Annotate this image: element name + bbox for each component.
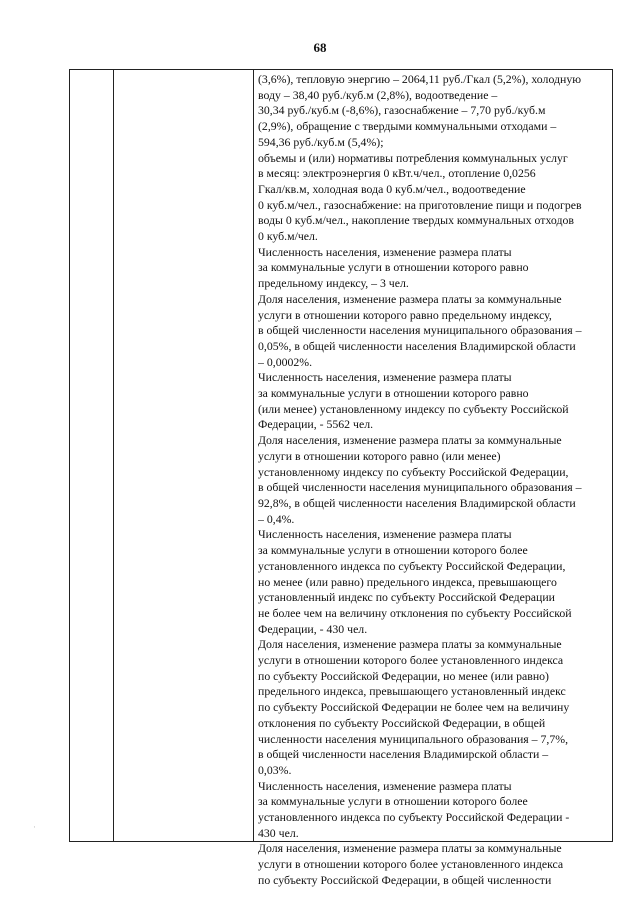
column-divider [253,70,254,841]
text-line: – 0,0002%. [258,354,313,369]
text-line: предельного индекса, превышающего установленный индекс [258,684,566,699]
text-line: за коммунальные услуги в отношении которого равно [258,386,529,401]
text-line: Доля населения, изменение размера платы за коммунальные [258,841,562,856]
text-line: отклонения по субъекту Российской Федерации, в общей [258,715,546,730]
text-line: (2,9%), обращение с твердыми коммунальными отходами – [258,119,557,134]
text-line: Доля населения, изменение размера платы за коммунальные [258,637,562,652]
text-line: воды 0 куб.м/чел., накопление твердых коммунальных отходов [258,213,574,228]
text-line: в месяц: электроэнергия 0 кВт.ч/чел., отопление 0,0256 [258,166,536,181]
text-line: Доля населения, изменение размера платы за коммунальные [258,433,562,448]
text-line: установленному индексу по субъекту Российской Федерации, [258,464,569,479]
text-line: Численность населения, изменение размера платы [258,370,512,385]
text-line: в общей численности населения муниципального образования – [258,480,582,495]
text-line: Федерации, - 5562 чел. [258,417,374,432]
text-line: (3,6%), тепловую энергию – 2064,11 руб./Гкал (5,2%), холодную [258,72,582,86]
text-line: – 0,4%. [258,511,295,526]
text-line: предельному индексу, – 3 чел. [258,276,409,291]
text-line: 30,34 руб./куб.м (-8,6%), газоснабжение – 7,70 руб./куб.м [258,103,546,118]
text-line: 0 куб.м/чел. [258,229,318,244]
text-line: 594,36 руб./куб.м (5,4%); [258,134,384,149]
table [69,69,613,887]
text-line: Гкал/кв.м, холодная вода 0 куб.м/чел., водоотведение [258,181,526,196]
text-line: услуги в отношении которого равно предельному индексу, [258,307,552,322]
text-line: услуги в отношении которого более установленного индекса [258,653,564,668]
text-line: за коммунальные услуги в отношении которого более [258,543,528,558]
column-divider [113,70,114,841]
text-line: за коммунальные услуги в отношении которого равно [258,260,529,275]
text-line: по субъекту Российской Федерации, в общей численности [258,872,552,887]
text-line: установленного индекса по субъекту Российской Федерации - [258,810,570,825]
scan-mark: · [33,822,36,832]
text-line: установленный индекс по субъекту Российской Федерации [258,590,555,605]
text-line: услуги в отношении которого более установленного индекса [258,857,564,872]
text-line: 430 чел. [258,825,299,840]
text-line: 0,03%. [258,762,292,777]
text-line: (или менее) установленному индексу по субъекту Российской [258,401,569,416]
text-line: Численность населения, изменение размера платы [258,778,512,793]
text-line: 0,05%, в общей численности населения Владимирской области [258,338,576,353]
text-line: в общей численности населения муниципального образования – [258,323,582,338]
text-line: Численность населения, изменение размера платы [258,527,512,542]
text-line: по субъекту Российской Федерации, но менее (или равно) [258,668,549,683]
text-line: в общей численности населения Владимирской области – [258,747,549,762]
text-line: 0 куб.м/чел., газоснабжение: на приготовление пищи и подогрев [258,197,582,212]
text-line: не более чем на величину отклонения по субъекту Российской [258,605,572,620]
table-cell-text [258,72,610,889]
text-line: по субъекту Российской Федерации не более чем на величину [258,700,570,715]
text-line: 92,8%, в общей численности населения Владимирской области [258,495,576,510]
text-line: установленного индекса по субъекту Российской Федерации, [258,558,566,573]
text-line: услуги в отношении которого равно (или менее) [258,448,501,463]
text-line: Доля населения, изменение размера платы за коммунальные [258,291,562,306]
text-line: Численность населения, изменение размера платы [258,244,512,259]
text-line: воду – 38,40 руб./куб.м (2,8%), водоотведение – [258,87,498,102]
text-line: Федерации, - 430 чел. [258,621,368,636]
text-line: численности населения муниципального образования – 7,7%, [258,731,569,746]
text-line: но менее (или равно) предельного индекса, превышающего [258,574,557,589]
text-line: за коммунальные услуги в отношении которого более [258,794,528,809]
text-line: объемы и (или) нормативы потребления коммунальных услуг [258,150,568,165]
page-number: 68 [313,40,327,55]
